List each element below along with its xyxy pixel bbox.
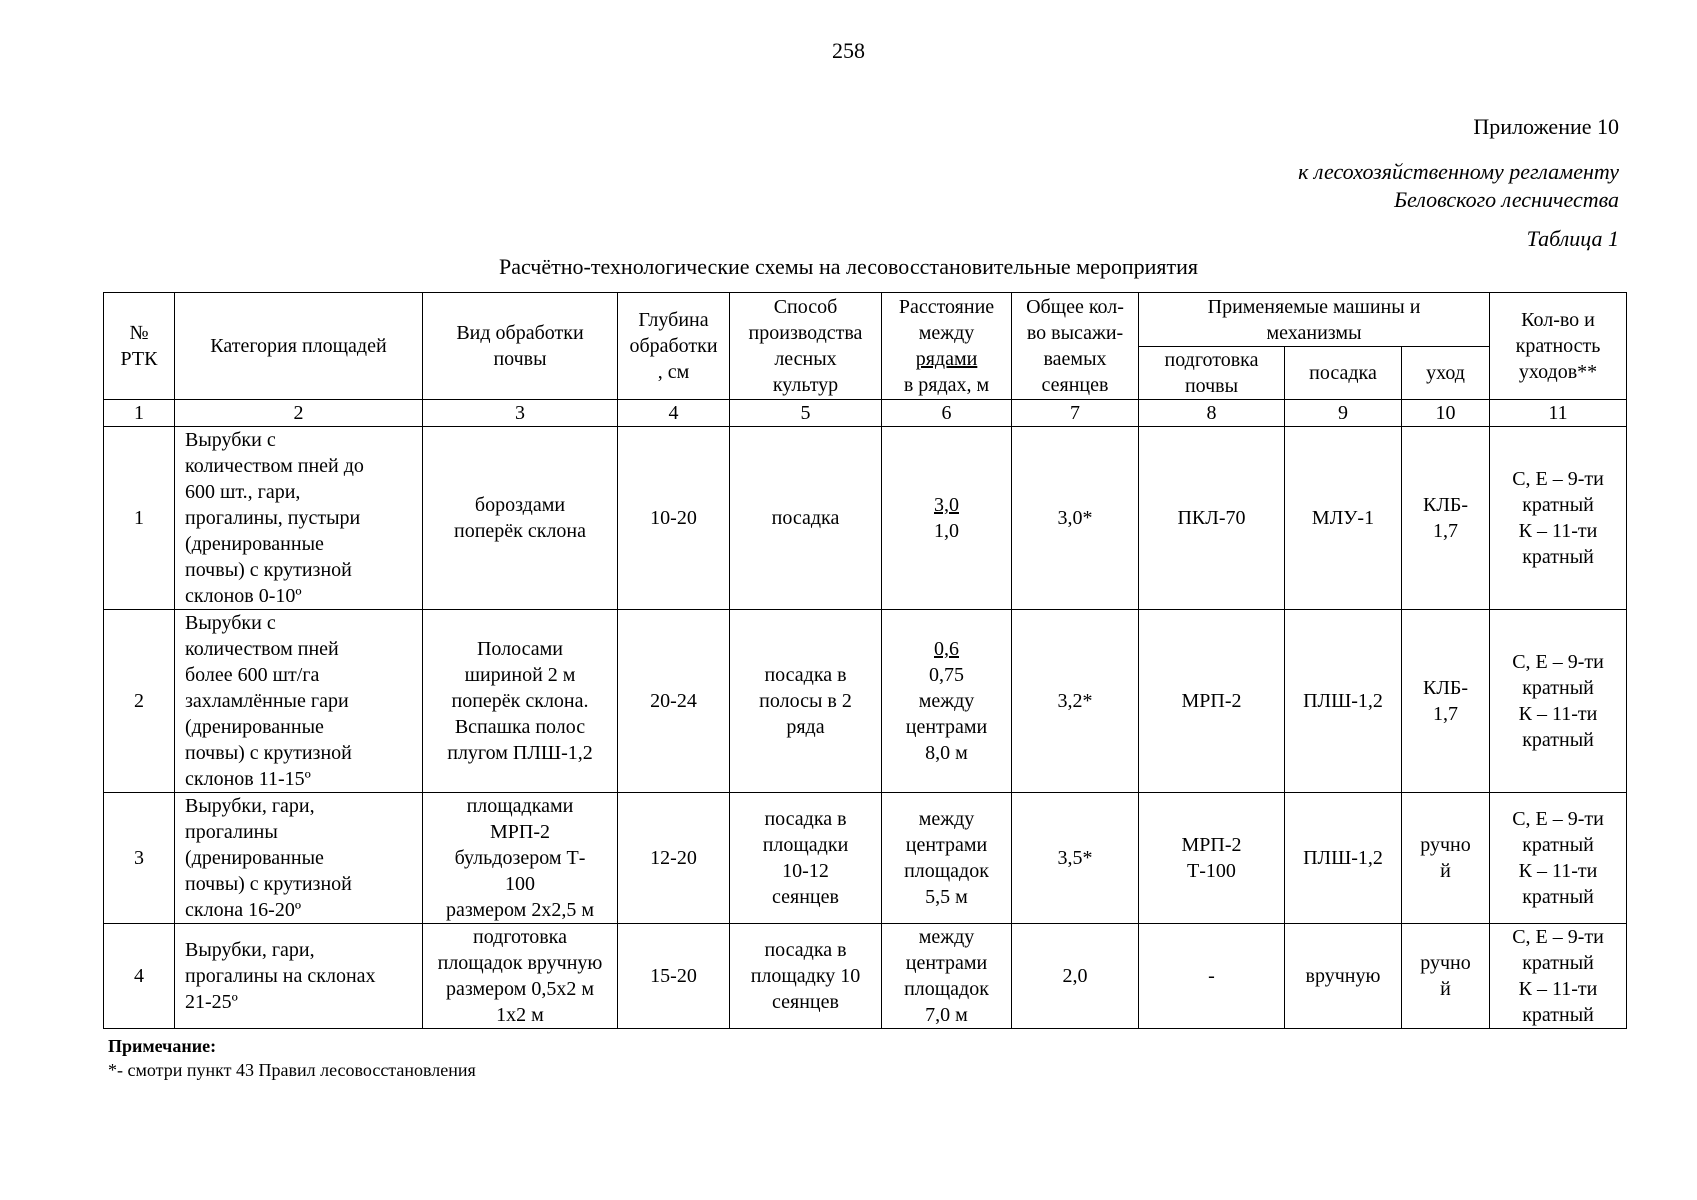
cell-plant: ПЛШ-1,2 <box>1285 610 1402 793</box>
header-machines-prep: подготовка почвы <box>1139 347 1285 400</box>
cell-plant: МЛУ-1 <box>1285 427 1402 610</box>
table-row <box>104 793 1627 924</box>
note-text: *- смотри пункт 43 Правил лесовосстановления <box>108 1060 476 1080</box>
header-method: Способ производства лесных культур <box>730 293 882 400</box>
cell-care-count: С, Е – 9-ти кратный К – 11-ти кратный <box>1490 793 1627 924</box>
cell-num: 4 <box>104 924 175 1029</box>
cell-depth: 20-24 <box>618 610 730 793</box>
column-number: 7 <box>1012 400 1139 427</box>
cell-distance: 0,6 0,75 между центрами 8,0 м <box>882 610 1012 793</box>
cell-distance: 3,0 1,0 <box>882 427 1012 610</box>
cell-total: 3,5* <box>1012 793 1139 924</box>
cell-care: КЛБ- 1,7 <box>1402 610 1490 793</box>
cell-prep: МРП-2 <box>1139 610 1285 793</box>
column-number: 3 <box>423 400 618 427</box>
cell-depth: 12-20 <box>618 793 730 924</box>
header-machines-care: уход <box>1402 347 1490 400</box>
cell-method: посадка <box>730 427 882 610</box>
appendix-title: Приложение 10 <box>1473 114 1619 139</box>
cell-num: 3 <box>104 793 175 924</box>
cell-care-count: С, Е – 9-ти кратный К – 11-ти кратный <box>1490 924 1627 1029</box>
table-row <box>104 924 1627 1029</box>
column-number: 11 <box>1490 400 1627 427</box>
cell-distance: между центрами площадок 7,0 м <box>882 924 1012 1029</box>
cell-prep: ПКЛ-70 <box>1139 427 1285 610</box>
cell-care-count: С, Е – 9-ти кратный К – 11-ти кратный <box>1490 427 1627 610</box>
column-number: 1 <box>104 400 175 427</box>
header-row-1 <box>104 293 1627 347</box>
header-treatment: Вид обработки почвы <box>423 293 618 400</box>
cell-total: 3,2* <box>1012 610 1139 793</box>
cell-category: Вырубки с количеством пней до 600 шт., гари, прогалины, пустыри (дренированные почвы) с крутизной склонов 0-10º <box>175 427 423 610</box>
header-care-count: Кол-во и кратность уходов** <box>1490 293 1627 400</box>
cell-total: 2,0 <box>1012 924 1139 1029</box>
document-title: Расчётно-технологические схемы на лесовосстановительные мероприятия <box>498 254 1199 279</box>
cell-prep: - <box>1139 924 1285 1029</box>
header-distance: Расстояние между рядами в рядах, м <box>882 293 1012 400</box>
cell-category: Вырубки, гари, прогалины (дренированные почвы) с крутизной склона 16-20º <box>175 793 423 924</box>
cell-method: посадка в площадки 10-12 сеянцев <box>730 793 882 924</box>
column-number: 9 <box>1285 400 1402 427</box>
cell-treatment: подготовка площадок вручную размером 0,5х2 м 1х2 м <box>423 924 618 1029</box>
cell-plant: вручную <box>1285 924 1402 1029</box>
cell-care: ручно й <box>1402 924 1490 1029</box>
column-number: 5 <box>730 400 882 427</box>
table-row <box>104 610 1627 793</box>
appendix-subtitle-line-2: Беловского лесничества <box>1394 187 1619 212</box>
cell-treatment: бороздами поперёк склона <box>423 427 618 610</box>
header-num: № РТК <box>104 293 175 400</box>
table-row <box>104 427 1627 610</box>
cell-plant: ПЛШ-1,2 <box>1285 793 1402 924</box>
cell-category: Вырубки, гари, прогалины на склонах 21-25º <box>175 924 423 1029</box>
page-number: 258 <box>832 38 865 63</box>
cell-total: 3,0* <box>1012 427 1139 610</box>
cell-treatment: Полосами шириной 2 м поперёк склона. Вспашка полос плугом ПЛШ-1,2 <box>423 610 618 793</box>
cell-care: ручно й <box>1402 793 1490 924</box>
cell-category: Вырубки с количеством пней более 600 шт/га захламлённые гари (дренированные почвы) с крутизной склонов 11-15º <box>175 610 423 793</box>
appendix-subtitle-line-1: к лесохозяйственному регламенту <box>1298 159 1619 184</box>
column-number-row <box>104 400 1627 427</box>
header-machines: Применяемые машины и механизмы <box>1139 293 1490 347</box>
cell-prep: МРП-2 Т-100 <box>1139 793 1285 924</box>
cell-method: посадка в полосы в 2 ряда <box>730 610 882 793</box>
table-label: Таблица 1 <box>1526 226 1619 251</box>
technology-table <box>103 292 1627 1029</box>
column-number: 6 <box>882 400 1012 427</box>
cell-treatment: площадками МРП-2 бульдозером Т- 100 размером 2х2,5 м <box>423 793 618 924</box>
header-machines-plant: посадка <box>1285 347 1402 400</box>
column-number: 8 <box>1139 400 1285 427</box>
cell-num: 1 <box>104 427 175 610</box>
cell-care-count: С, Е – 9-ти кратный К – 11-ти кратный <box>1490 610 1627 793</box>
cell-depth: 10-20 <box>618 427 730 610</box>
cell-depth: 15-20 <box>618 924 730 1029</box>
cell-num: 2 <box>104 610 175 793</box>
cell-distance: между центрами площадок 5,5 м <box>882 793 1012 924</box>
cell-method: посадка в площадку 10 сеянцев <box>730 924 882 1029</box>
note-heading: Примечание: <box>108 1036 217 1056</box>
header-total: Общее кол- во высажи- ваемых сеянцев <box>1012 293 1139 400</box>
header-depth: Глубина обработки , см <box>618 293 730 400</box>
column-number: 2 <box>175 400 423 427</box>
column-number: 10 <box>1402 400 1490 427</box>
cell-care: КЛБ- 1,7 <box>1402 427 1490 610</box>
column-number: 4 <box>618 400 730 427</box>
appendix-subtitle <box>1298 158 1619 214</box>
header-category: Категория площадей <box>175 293 423 400</box>
